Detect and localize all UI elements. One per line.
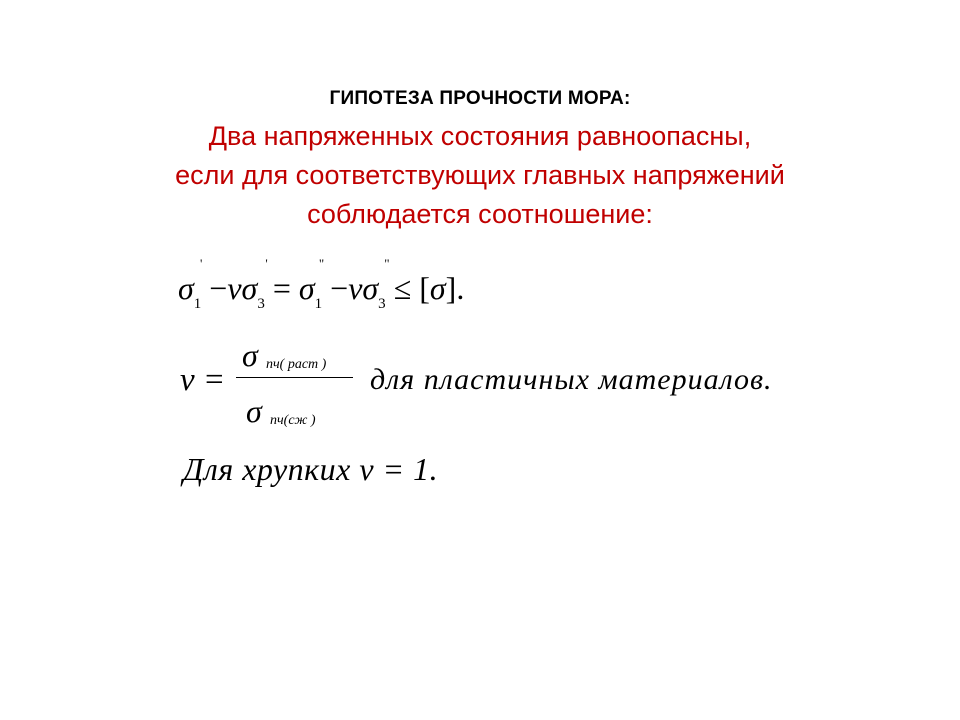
sigma-symbol: σ — [178, 270, 194, 306]
subscript-1: 1 — [193, 296, 202, 312]
nu-sigma3-prime — [227, 256, 268, 312]
brittle-materials-note: Для хрупких ν = 1. — [183, 451, 439, 487]
minus-sign: − — [330, 270, 349, 306]
mohr-condition-formula — [178, 256, 465, 312]
nu-symbol: ν — [227, 270, 242, 306]
numerator-subscript: пч( раст ) — [266, 357, 327, 372]
left-bracket: [ — [419, 270, 430, 306]
subscript-3: 3 — [378, 296, 386, 312]
sigma-symbol: σ — [362, 270, 379, 306]
right-bracket: ]. — [445, 270, 465, 306]
prime-mark: ' — [200, 256, 203, 271]
sigma1-double-prime — [298, 256, 325, 312]
fraction-denominator — [246, 393, 316, 430]
slide-title: ГИПОТЕЗА ПРОЧНОСТИ МОРА: — [329, 88, 631, 109]
denominator-subscript: пч(сж ) — [270, 413, 316, 428]
sigma-symbol: σ — [241, 270, 258, 306]
leq-sign: ≤ — [393, 270, 412, 306]
sigma1-prime — [178, 256, 203, 312]
fraction-numerator — [242, 337, 327, 374]
subscript-1: 1 — [314, 296, 323, 312]
statement-line-2: если для соответствующих главных напряжений — [175, 160, 785, 190]
hypothesis-statement — [0, 117, 960, 234]
double-prime-mark: " — [384, 256, 390, 271]
statement-line-1: Два напряженных состояния равноопасны, — [208, 121, 752, 151]
prime-mark: ' — [265, 256, 268, 271]
nu-definition-lhs: ν = — [180, 362, 226, 398]
sigma-symbol: σ — [298, 270, 315, 306]
nu-sigma3-double-prime — [348, 256, 390, 312]
denominator-sigma: σ — [246, 393, 262, 429]
minus-sign: − — [209, 270, 228, 306]
equals-sign: = — [272, 270, 291, 306]
allowable-stress-symbol: σ — [429, 270, 446, 306]
plastic-materials-note: для пластичных материалов. — [370, 363, 773, 396]
statement-line-3: соблюдается соотношение: — [307, 199, 653, 229]
stress-ratio-fraction — [232, 335, 354, 435]
nu-symbol: ν — [348, 270, 363, 306]
subscript-3: 3 — [257, 296, 265, 312]
fraction-bar — [236, 377, 353, 378]
double-prime-mark: " — [318, 256, 325, 271]
numerator-sigma: σ — [242, 337, 258, 373]
